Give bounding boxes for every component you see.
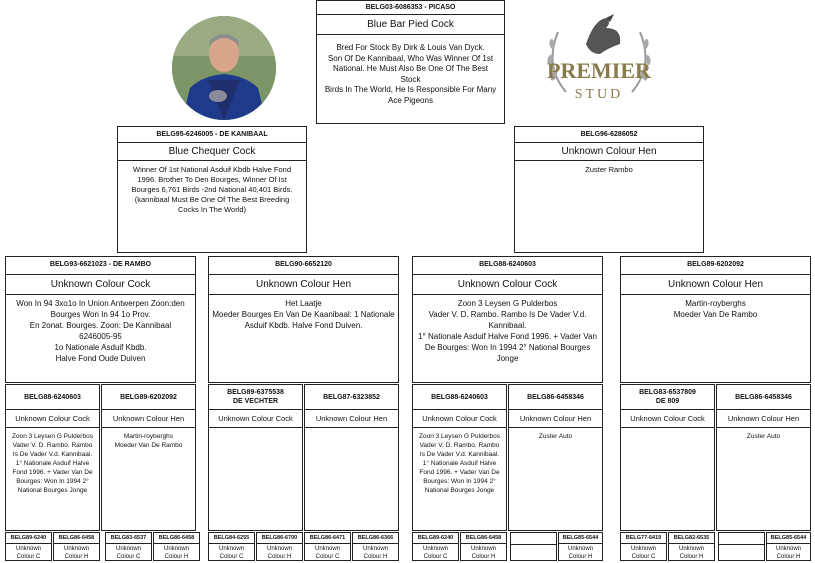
logo-title: PREMIER [547, 58, 651, 83]
ancestor-box [153, 532, 200, 561]
ancestor-box [766, 532, 811, 561]
logo-subtitle: STUD [574, 87, 624, 102]
ancestor-colour: Unknown Colour C [115, 546, 141, 560]
grandparent-description: Martin-royberghs Moeder Van De Rambo [673, 299, 758, 319]
great-grandparent-ring: BELG86-6458346 [717, 385, 810, 410]
ancestor-ring: BELG82-6535 [669, 533, 714, 544]
great-grandparent-box [716, 384, 811, 531]
ancestor-ring: BELG86-6458 [154, 533, 199, 544]
grandparent-colour: Unknown Colour Cock [413, 275, 602, 295]
ancestor-colour: Unknown Colour H [362, 546, 388, 560]
ancestor-colour: Unknown Colour H [775, 546, 801, 560]
ancestor-colour: Unknown Colour H [63, 546, 89, 560]
great-grandparent-colour: Unknown Colour Hen [305, 410, 398, 428]
grandparent-ring: BELG88-6240603 [413, 257, 602, 275]
ancestor-box [304, 532, 351, 561]
great-grandparent-box [508, 384, 603, 531]
grandparent-ring: BELG89-6202092 [621, 257, 810, 275]
great-grandparent-box [5, 384, 100, 531]
grandparent-description: Het Laatje Moeder Bourges En Van De Kaanibaal: 1 Nationale Asduif Kbdb. Halve Fond Duiven. [212, 299, 395, 330]
ancestor-colour: Unknown Colour C [218, 546, 244, 560]
grandparent-box [208, 256, 399, 383]
ancestor-box [510, 532, 557, 561]
great-grandparent-description: Zoon 3 Leysen G Pulderbos Vader V. D. Rambo. Rambo Is De Vader V.d. Kannibaal. 1° Nationale Asduif Halve Fond 1996. + Vader Van De Bourges: Won In 1994 2° National Bourges Jonge [12, 433, 93, 494]
ancestor-ring: BELG86-6366 [353, 533, 398, 544]
great-grandparent-description: Martin-royberghs Moeder Van De Rambo [114, 433, 183, 449]
sire-ring: BELG95-6246005 - DE KANIBAAL [118, 127, 306, 143]
great-grandparent-colour: Unknown Colour Cock [209, 410, 302, 428]
ancestor-colour [719, 545, 764, 547]
ancestor-colour: Unknown Colour H [470, 546, 496, 560]
great-grandparent-description: Zuster Auto [538, 433, 573, 440]
ancestor-colour: Unknown Colour C [630, 546, 656, 560]
sire-colour: Blue Chequer Cock [118, 143, 306, 161]
ancestor-box [105, 532, 152, 561]
dam-description: Zuster Rambo [585, 165, 633, 174]
subject-ring: BELG03-6086353 - PICASO [317, 1, 504, 15]
sire-box [117, 126, 307, 253]
ancestor-colour: Unknown Colour C [422, 546, 448, 560]
great-grandparent-colour: Unknown Colour Hen [717, 410, 810, 428]
grandparent-ring: BELG93-6621023 - DE RAMBO [6, 257, 195, 275]
ancestor-box [5, 532, 52, 561]
ancestor-colour: Unknown Colour C [15, 546, 41, 560]
great-grandparent-ring: BELG86-6458346 [509, 385, 602, 410]
great-grandparent-box [412, 384, 507, 531]
grandparent-box [412, 256, 603, 383]
subject-pigeon-box [316, 0, 505, 124]
grandparent-description: Zoon 3 Leysen G Pulderbos Vader V. D. Rambo. Rambo Is De Vader V.d. Kannibaal. 1° Nationale Asduif Halve Fond 1996. + Vader Van De Bourges: Won In 1994 2° National Bourges Jonge [418, 299, 597, 363]
ancestor-colour: Unknown Colour H [678, 546, 704, 560]
ancestor-box [256, 532, 303, 561]
great-grandparent-ring: BELG89-6375538 DE VECHTER [209, 385, 302, 410]
ancestor-box [208, 532, 255, 561]
grandparent-colour: Unknown Colour Cock [6, 275, 195, 295]
grandparent-ring: BELG90-6652120 [209, 257, 398, 275]
grandparent-colour: Unknown Colour Hen [621, 275, 810, 295]
ancestor-ring: BELG84-6255 [209, 533, 254, 544]
great-grandparent-colour: Unknown Colour Hen [102, 410, 195, 428]
ancestor-ring: BELG85-6544 [767, 533, 810, 544]
ancestor-ring: BELG89-6240 [413, 533, 458, 544]
ancestor-ring: BELG83-6537 [106, 533, 151, 544]
grandparent-description: Won In 94 3xo1o In Union Antwerpen Zoon:den Bourges Won In 94 1o Prov. En 2onat. Bourges. Zoon: De Kannibaal 6246005-95 1o Nationale Asduif Kbdb. Halve Fond Oude Duiven [16, 299, 185, 363]
premier-stud-logo [536, 14, 662, 110]
grandparent-box [5, 256, 196, 383]
owner-photo [172, 16, 276, 120]
ancestor-ring: BELG86-6471 [305, 533, 350, 544]
ancestor-colour: Unknown Colour H [163, 546, 189, 560]
great-grandparent-ring: BELG89-6202092 [102, 385, 195, 410]
great-grandparent-colour: Unknown Colour Hen [509, 410, 602, 428]
dam-ring: BELG96-6286052 [515, 127, 703, 143]
ancestor-ring: BELG86-6700 [257, 533, 302, 544]
ancestor-ring: BELG89-6240 [6, 533, 51, 544]
ancestor-ring [719, 533, 764, 545]
dam-box [514, 126, 704, 253]
great-grandparent-box [208, 384, 303, 531]
great-grandparent-description [621, 428, 714, 436]
ancestor-ring: BELG86-6458 [461, 533, 506, 544]
ancestor-box [352, 532, 399, 561]
ancestor-box [668, 532, 715, 561]
great-grandparent-ring: BELG88-6240603 [413, 385, 506, 410]
ancestor-colour [511, 545, 556, 547]
ancestor-colour: Unknown Colour H [266, 546, 292, 560]
great-grandparent-colour: Unknown Colour Cock [413, 410, 506, 428]
ancestor-colour: Unknown Colour H [567, 546, 593, 560]
ancestor-box [718, 532, 765, 561]
ancestor-box [558, 532, 603, 561]
ancestor-ring [511, 533, 556, 545]
dam-colour: Unknown Colour Hen [515, 143, 703, 161]
ancestor-box [460, 532, 507, 561]
great-grandparent-ring: BELG83-6537809 DE 809 [621, 385, 714, 410]
ancestor-ring: BELG77-6419 [621, 533, 666, 544]
great-grandparent-box [620, 384, 715, 531]
ancestor-colour: Unknown Colour C [314, 546, 340, 560]
grandparent-box [620, 256, 811, 383]
great-grandparent-description [305, 428, 398, 436]
subject-colour: Blue Bar Pied Cock [317, 15, 504, 35]
great-grandparent-description: Zoon 3 Leysen G Pulderbos Vader V. D. Rambo. Rambo Is De Vader V.d. Kannibaal. 1° Nationale Asduif Halve Fond 1996. + Vader Van De Bourges: Won In 1994 2° National Bourges Jonge [419, 433, 500, 494]
ancestor-ring: BELG85-6544 [559, 533, 602, 544]
subject-description: Bred For Stock By Dirk & Louis Van Dyck. Son Of De Kannibaal, Who Was Winner Of 1st National. He Must Also Be One Of The Best Stock Birds In The World, He Is Responsible For Many Ace Pigeons [324, 43, 497, 105]
ancestor-ring: BELG86-6458 [54, 533, 99, 544]
sire-description: Winner Of 1st National Asduif Kbdb Halve Fond 1996. Brother To Den Bourges, Winner Of Ist Bourges 6,761 Birds -2nd National 40,401 Birds. (kannibaal Must Be One Of The Best Breeding Cocks In The World) [131, 165, 293, 214]
great-grandparent-description: Zuster Auto [746, 433, 781, 440]
great-grandparent-box [304, 384, 399, 531]
great-grandparent-colour: Unknown Colour Cock [621, 410, 714, 428]
great-grandparent-ring: BELG88-6240603 [6, 385, 99, 410]
great-grandparent-ring: BELG87-6323852 [305, 385, 398, 410]
ancestor-box [53, 532, 100, 561]
ancestor-box [620, 532, 667, 561]
ancestor-box [412, 532, 459, 561]
great-grandparent-box [101, 384, 196, 531]
grandparent-colour: Unknown Colour Hen [209, 275, 398, 295]
great-grandparent-colour: Unknown Colour Cock [6, 410, 99, 428]
great-grandparent-description [209, 428, 302, 436]
